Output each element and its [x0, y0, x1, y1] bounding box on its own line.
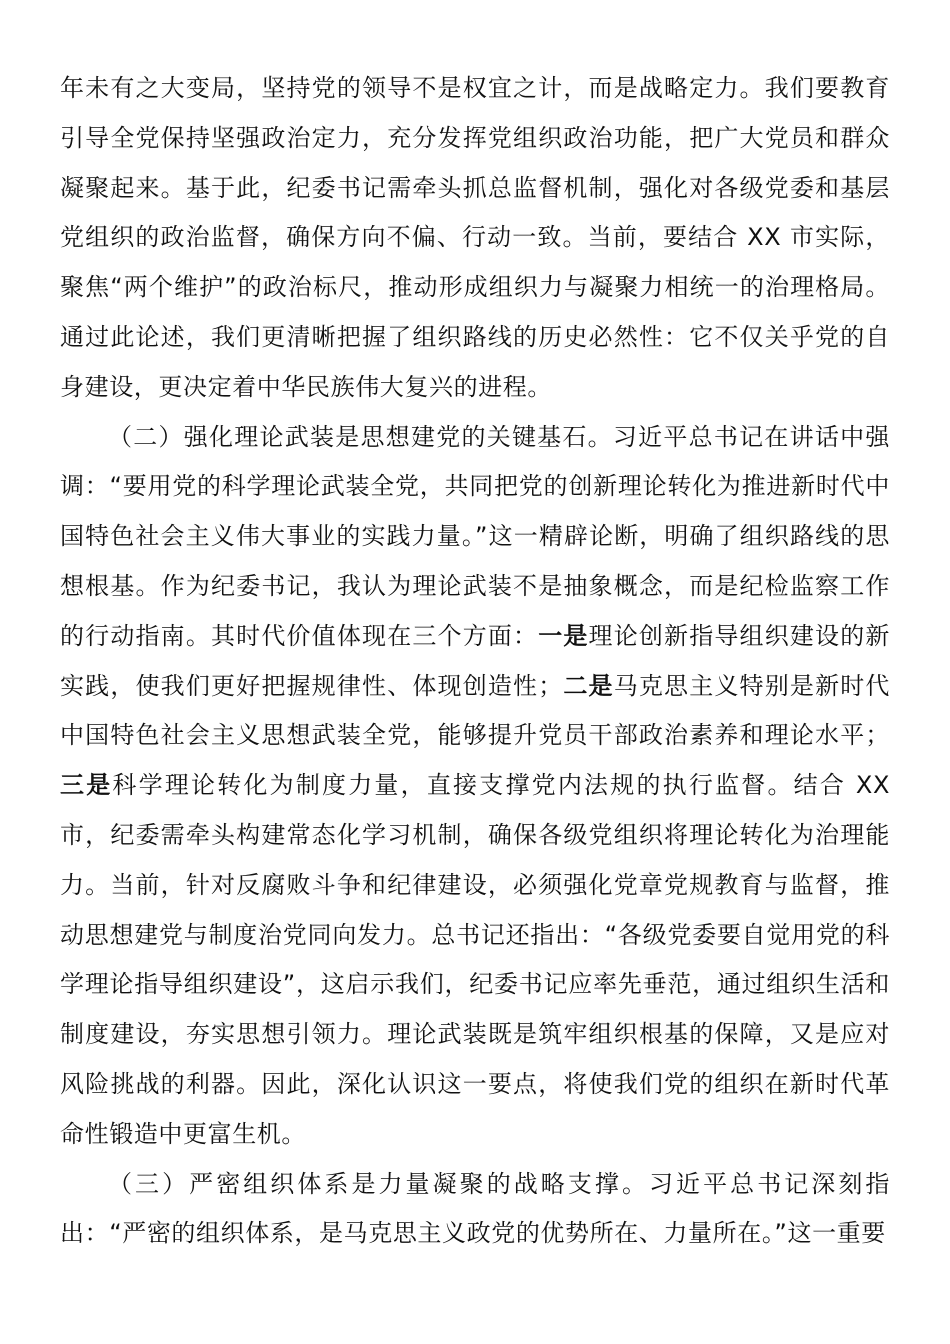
- paragraph-text: 理论创新指导组织建设的新实践，使我们更好把握规律性、体现创造性；: [60, 621, 890, 700]
- bold-marker-third: 三是: [60, 771, 113, 800]
- bold-marker-second: 二是: [562, 671, 614, 700]
- paragraph-theoretical-armament: [60, 413, 890, 1160]
- paragraph-organizational-line-conclusion: 年未有之大变局，坚持党的领导不是权宜之计，而是战略定力。我们要教育引导全党保持坚强政治定力，充分发挥党组织政治功能，把广大党员和群众凝聚起来。基于此，纪委书记需牵头抓总监督机制，强化对各级党委和基层党组织的政治监督，确保方向不偏、行动一致。当前，要结合 XX 市实际，聚焦“两个维护”的政治标尺，推动形成组织力与凝聚力相统一的治理格局。通过此论述，我们更清晰把握了组织路线的历史必然性：它不仅关乎党的自身建设，更决定着中华民族伟大复兴的进程。: [60, 74, 890, 401]
- paragraph-text: 马克思主义特别是新时代中国特色社会主义思想武装全党，能够提升党员干部政治素养和理论水平；: [60, 671, 891, 750]
- document-page: [60, 64, 890, 1259]
- paragraph-text: （二）强化理论武装是思想建党的关键基石。习近平总书记在讲话中强调：“要用党的科学理论武装全党，共同把党的创新理论转化为推进新时代中国特色社会主义伟大事业的实践力量。”这一精辟论断，明确了组织路线的思想根基。作为纪委书记，我认为理论武装不是抽象概念，而是纪检监察工作的行动指南。其时代价值体现在三个方面：: [60, 422, 890, 650]
- paragraph-text: 科学理论转化为制度力量，直接支撑党内法规的执行监督。结合 XX 市，纪委需牵头构建常态化学习机制，确保各级党组织将理论转化为治理能力。当前，针对反腐败斗争和纪律建设，必须强化党章党规教育与监督，推动思想建党与制度治党同向发力。总书记还指出：“各级党委要自觉用党的科学理论指导组织建设”，这启示我们，纪委书记应率先垂范，通过组织生活和制度建设，夯实思想引领力。理论武装既是筑牢组织根基的保障，又是应对风险挑战的利器。因此，深化认识这一要点，将使我们党的组织在新时代革命性锻造中更富生机。: [60, 771, 890, 1148]
- bold-marker-first: 一是: [538, 621, 589, 650]
- paragraph-organizational-system: （三）严密组织体系是力量凝聚的战略支撑。习近平总书记深刻指出：“严密的组织体系，是马克思主义政党的优势所在、力量所在。”这一重要: [60, 1169, 890, 1248]
